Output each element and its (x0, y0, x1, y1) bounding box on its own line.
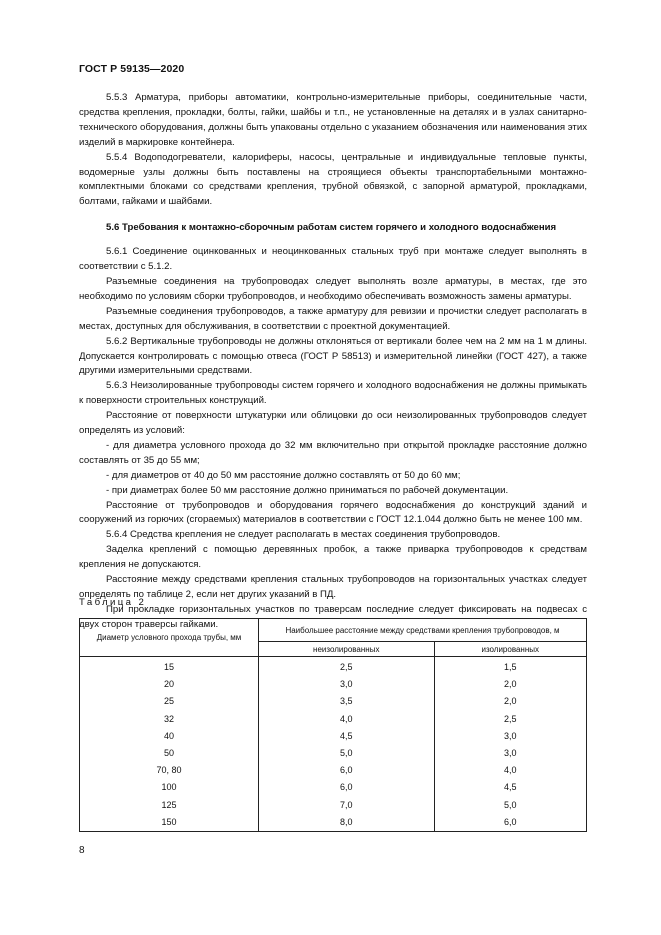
paragraph-5-6-2: 5.6.2 Вертикальные трубопроводы не должны отклоняться от вертикали более чем на 2 мм на 1 м длины. Допускается контролировать с помощью отвеса (ГОСТ Р 58513) и измерительной линейки (ГОСТ 427), а также другими измерительными средствами. (79, 335, 587, 377)
table-row (80, 814, 587, 832)
cell-diameter: 25 (80, 693, 259, 710)
table-row (80, 745, 587, 762)
table-caption: Таблица 2 (79, 597, 147, 608)
list-item: - для диаметра условного прохода до 32 мм включительно при открытой прокладке расстояние должно составлять от 35 до 55 мм; (79, 439, 587, 466)
cell-uninsulated: 6,0 (259, 762, 435, 779)
cell-uninsulated: 7,0 (259, 797, 435, 814)
cell-diameter: 50 (80, 745, 259, 762)
paragraph: Разъемные соединения на трубопроводах следует выполнять возле арматуры, в местах, где это необходимо по условиям сборки трубопроводов, и необходимо обеспечивать возможность замены арматуры. (79, 275, 587, 302)
table-row (80, 693, 587, 710)
paragraph-5-6-3: 5.6.3 Неизолированные трубопроводы систем горячего и холодного водоснабжения не должны примыкать к поверхности строительных конструкций. (79, 380, 587, 407)
cell-insulated: 4,0 (434, 762, 586, 779)
cell-insulated: 2,5 (434, 711, 586, 728)
paragraph: Расстояние от поверхности штукатурки или облицовки до оси неизолированных трубопроводов следует определять из условий: (79, 410, 587, 437)
cell-insulated: 2,0 (434, 693, 586, 710)
cell-diameter: 150 (80, 814, 259, 832)
cell-insulated: 1,5 (434, 657, 586, 677)
page-number: 8 (79, 845, 85, 856)
cell-insulated: 3,0 (434, 745, 586, 762)
table-row (80, 657, 587, 677)
cell-diameter: 40 (80, 728, 259, 745)
table-row (80, 762, 587, 779)
paragraph-5-5-4: 5.5.4 Водоподогреватели, калориферы, насосы, центральные и индивидуальные тепловые пункты, водомерные узлы должны быть поставлены на строящиеся объекты транспортабельными монтажно-комплектными блоками со средствами крепления, трубной обвязкой, с запорной арматурой, прокладками, болтами, гайками и шайбами. (79, 151, 587, 208)
table-header-group: Наибольшее расстояние между средствами крепления трубопроводов, м (259, 619, 587, 642)
section-heading: 5.6 Требования к монтажно-сборочным работам систем горячего и холодного водоснабжения (106, 222, 557, 234)
document-header: ГОСТ Р 59135—2020 (79, 63, 185, 75)
cell-uninsulated: 4,5 (259, 728, 435, 745)
table-row (80, 676, 587, 693)
cell-uninsulated: 5,0 (259, 745, 435, 762)
paragraph: Расстояние от трубопроводов и оборудования горячего водоснабжения до конструкций зданий и сооружений из горючих (сгораемых) материалов в соответствии с ГОСТ 12.1.044 должно быть не менее 100 мм. (79, 499, 587, 526)
table-header-uninsulated: неизолированных (259, 642, 435, 657)
paragraph: При прокладке горизонтальных участков по траверсам последние следует фиксировать на подвесах с двух сторон траверсы гайками. (79, 603, 587, 630)
cell-diameter: 15 (80, 657, 259, 677)
paragraph: Заделка креплений с помощью деревянных пробок, а также приварка трубопроводов к средствам крепления не допускаются. (79, 544, 587, 571)
cell-uninsulated: 3,5 (259, 693, 435, 710)
paragraph-5-6-1: 5.6.1 Соединение оцинкованных и неоцинкованных стальных труб при монтаже следует выполнять в соответствии с 5.1.2. (79, 246, 587, 273)
table-header-diameter: Диаметр условного прохода трубы, мм (80, 619, 259, 657)
cell-insulated: 6,0 (434, 814, 586, 832)
cell-diameter: 70, 80 (80, 762, 259, 779)
cell-uninsulated: 4,0 (259, 711, 435, 728)
list-item: - при диаметрах более 50 мм расстояние должно приниматься по рабочей документации. (106, 484, 509, 496)
paragraph-5-5-3: 5.5.3 Арматура, приборы автоматики, контрольно-измерительные приборы, соединительные части, средства крепления, прокладки, болты, гайки, шайбы и т.п., не установленные на деталях и в узлах санитарно-технического оборудования, должны быть упакованы отдельно с указанием обозначения или наименования этих изделий в маркировке контейнера. (79, 92, 587, 148)
paragraph: Расстояние между средствами крепления стальных трубопроводов на горизонтальных участках следует определять по таблице 2, если нет других указаний в ПД. (79, 574, 587, 600)
table-row (80, 728, 587, 745)
cell-insulated: 3,0 (434, 728, 586, 745)
table-row (80, 711, 587, 728)
cell-diameter: 125 (80, 797, 259, 814)
body-text (79, 91, 587, 633)
table-header-insulated: изолированных (434, 642, 586, 657)
cell-diameter: 32 (80, 711, 259, 728)
table-row (80, 797, 587, 814)
list-item: - для диаметров от 40 до 50 мм расстояние должно составлять от 50 до 60 мм; (106, 469, 461, 481)
cell-diameter: 20 (80, 676, 259, 693)
paragraph-5-6-4: 5.6.4 Средства крепления не следует располагать в местах соединения трубопроводов. (106, 529, 501, 541)
cell-insulated: 5,0 (434, 797, 586, 814)
table-2 (79, 618, 587, 832)
cell-insulated: 4,5 (434, 779, 586, 796)
table-row (80, 779, 587, 796)
paragraph: Разъемные соединения трубопроводов, а также арматуру для ревизии и прочистки следует располагать в местах, доступных для обслуживания, в соответствии с проектной документацией. (79, 305, 587, 332)
cell-uninsulated: 3,0 (259, 676, 435, 693)
cell-uninsulated: 8,0 (259, 814, 435, 832)
cell-uninsulated: 6,0 (259, 779, 435, 796)
cell-diameter: 100 (80, 779, 259, 796)
cell-insulated: 2,0 (434, 676, 586, 693)
cell-uninsulated: 2,5 (259, 657, 435, 677)
